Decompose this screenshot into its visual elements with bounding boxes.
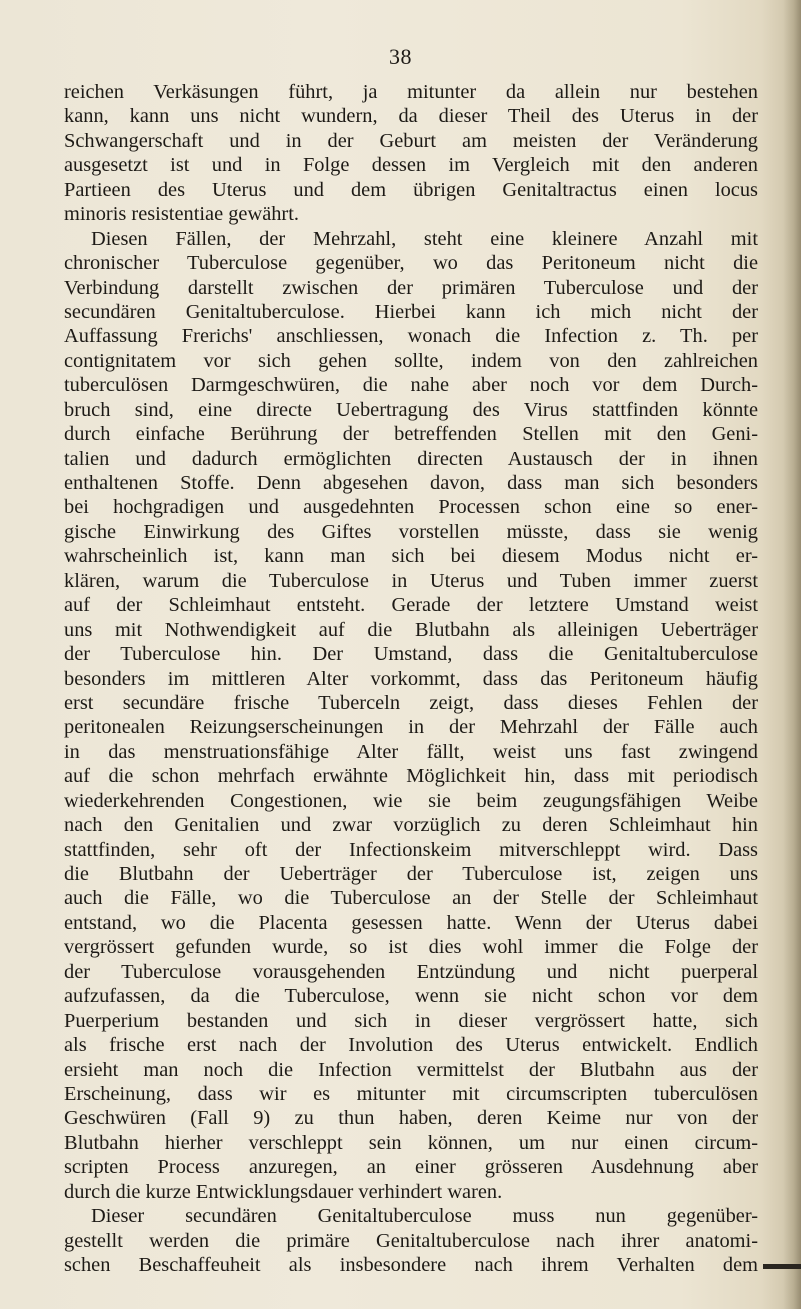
text-line: durch einfache Berührung der betreffenden Stellen mit den Geni- [64,423,758,446]
text-line: enthaltenen Stoffe. Denn abgesehen davon, dass man sich besonders [64,472,758,494]
text-line: Schwangerschaft und in der Geburt am meisten der Veränderung [64,129,758,152]
text-line: nach den Genitalien und zwar vorzüglich zu deren Schleimhaut hin [64,814,758,837]
text-line: klären, warum die Tuberculose in Uterus und Tuben immer zuerst [64,569,758,592]
page-number: 38 [389,44,412,69]
text-line: erst secundäre frische Tuberceln zeigt, dass dieses Fehlen der [64,691,758,714]
text-line: der Tuberculose hin. Der Umstand, dass die Genitaltuberculose [64,643,758,666]
text-line: chronischer Tuberculose gegenüber, wo das Peritoneum nicht die [64,252,758,275]
text-line: scripten Process anzuregen, an einer grösseren Ausdehnung aber [64,1156,758,1179]
text-line: auf die schon mehrfach erwähnte Möglichkeit hin, dass mit periodisch [64,765,758,788]
text-line: talien und dadurch ermöglichten directen Austausch der in ihnen [64,447,758,470]
text-line: reichen Verkäsungen führt, ja mitunter da allein nur bestehen [64,81,758,103]
text-line: tuberculösen Darmgeschwüren, die nahe aber noch vor dem Durch- [64,374,758,397]
text-line: uns mit Nothwendigkeit auf die Blutbahn als alleinigen Ueberträger [64,618,758,641]
text-line: auf der Schleimhaut entsteht. Gerade der letztere Umstand weist [64,594,758,617]
page-edge-shadow [783,0,801,1309]
text-line: ersieht man noch die Infection vermittelst der Blutbahn aus der [64,1058,758,1081]
text-line: secundären Genitaltuberculose. Hierbei kann ich mich nicht der [64,300,758,323]
text-line: Geschwüren (Fall 9) zu thun haben, deren Keime nur von der [64,1107,758,1130]
text-line: gische Einwirkung des Giftes vorstellen müsste, dass sie wenig [64,520,758,543]
text-line: die Blutbahn der Ueberträger der Tuberculose ist, zeigen uns [64,863,758,885]
text-line: minoris resistentiae gewährt. [64,203,299,226]
body-text [64,80,758,1277]
text-line: entstand, wo die Placenta gesessen hatte. Wenn der Uterus dabei [64,911,758,934]
text-line: auch die Fälle, wo die Tuberculose an der Stelle der Schleimhaut [64,887,758,910]
text-line: gestellt werden die primäre Genitaltuberculose nach ihrer anatomi- [64,1229,758,1252]
text-line: Partieen des Uterus und dem übrigen Genitaltractus einen locus [64,178,758,201]
page-edge-mark [763,1264,801,1269]
text-line: vergrössert gefunden wurde, so ist dies wohl immer die Folge der [64,936,758,959]
text-line: wahrscheinlich ist, kann man sich bei diesem Modus nicht er- [64,545,758,568]
text-line: Verbindung darstellt zwischen der primären Tuberculose und der [64,276,758,299]
text-line: bei hochgradigen und ausgedehnten Processen schon eine so ener- [64,496,758,519]
text-line: Dieser secundären Genitaltuberculose muss nun gegenüber- [91,1205,758,1228]
text-line: als frische erst nach der Involution des Uterus entwickelt. Endlich [64,1034,758,1057]
text-line: Erscheinung, dass wir es mitunter mit circumscripten tuberculösen [64,1082,758,1105]
text-line: aufzufassen, da die Tuberculose, wenn sie nicht schon vor dem [64,985,758,1008]
text-line: Auffassung Frerichs' anschliessen, wonach die Infection z. Th. per [64,325,758,348]
text-line: der Tuberculose vorausgehenden Entzündung und nicht puerperal [64,960,758,983]
text-line: ausgesetzt ist und in Folge dessen im Vergleich mit den anderen [64,154,758,177]
text-line: contignitatem vor sich gehen sollte, indem von den zahlreichen [64,349,758,372]
text-line: kann, kann uns nicht wundern, da dieser Theil des Uterus in der [64,105,758,128]
text-line: in das menstruationsfähige Alter fällt, weist uns fast zwingend [64,740,758,763]
text-line: Diesen Fällen, der Mehrzahl, steht eine kleinere Anzahl mit [91,227,758,250]
text-line: Puerperium bestanden und sich in dieser vergrössert hatte, sich [64,1009,758,1032]
text-line: stattfinden, sehr oft der Infectionskeim mitverschleppt wird. Dass [64,838,758,861]
text-line: Blutbahn hierher verschleppt sein können, um nur einen circum- [64,1131,758,1154]
text-line: besonders im mittleren Alter vorkommt, dass das Peritoneum häufig [64,667,758,690]
text-line: wiederkehrenden Congestionen, wie sie beim zeugungsfähigen Weibe [64,789,758,812]
text-line: peritonealen Reizungserscheinungen in der Mehrzahl der Fälle auch [64,716,758,739]
text-line: schen Beschaffeuheit als insbesondere nach ihrem Verhalten dem [64,1254,758,1276]
text-line: durch die kurze Entwicklungsdauer verhindert waren. [64,1180,503,1203]
text-line: bruch sind, eine directe Uebertragung des Virus stattfinden könnte [64,398,758,421]
